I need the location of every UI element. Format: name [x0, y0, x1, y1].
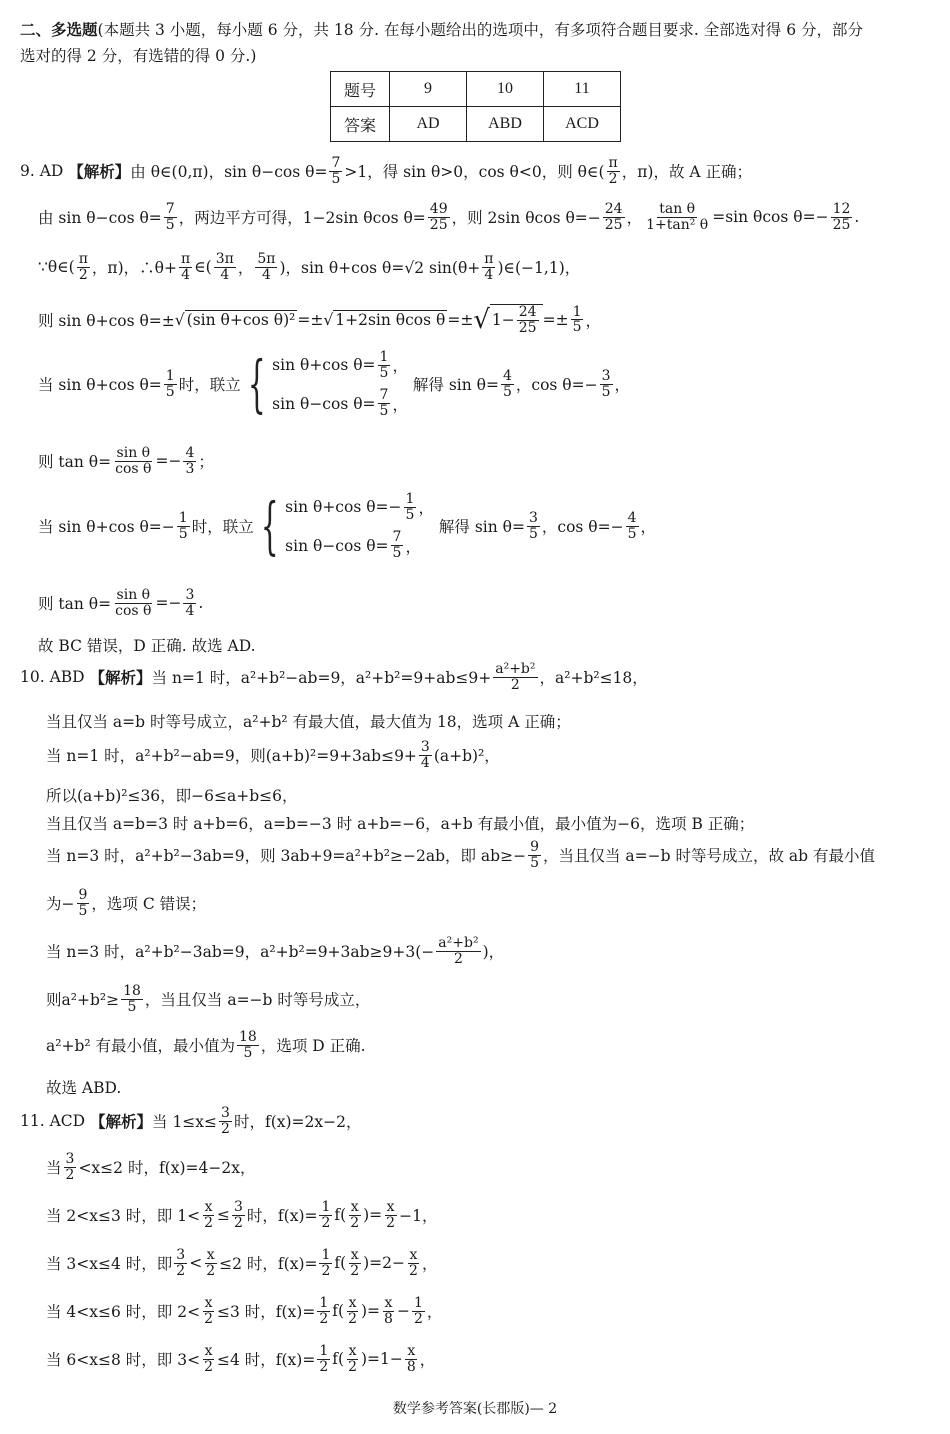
text: ，两边平方可得，1−2sin θcos θ= — [178, 209, 426, 228]
sqrt-content: 1− $\frac{24}{25}$ — [490, 304, 543, 335]
sqrt-sign: √ — [473, 304, 490, 335]
section-intro-line2: 选对的得 2 分，有选错的得 0 分.) — [20, 47, 257, 65]
q10-conclusion: 故选 ABD. — [46, 1079, 122, 1097]
text: ， — [614, 376, 631, 395]
q10-line9 — [46, 984, 370, 1014]
table-cell: ACD — [544, 107, 621, 142]
fraction: $\frac{\text{a²+b²}}{2}$ — [495, 661, 536, 693]
text: 当 n=3 时，a²+b²−3ab=9，a²+b²=9+3ab≥9+3(− — [46, 943, 435, 962]
fraction: $\frac{x}{2}$ — [350, 1199, 360, 1231]
page-footer: 数学参考答案(长郡版)— 2 — [392, 1401, 558, 1417]
fraction: $\frac{12}{25}$ — [832, 201, 851, 233]
q11-line4 — [46, 1248, 437, 1278]
fraction: $\frac{7}{5}$ — [392, 529, 402, 562]
section-intro-line1 — [20, 18, 863, 40]
q10-line1 — [20, 662, 648, 692]
text: 为− — [46, 895, 75, 914]
q9-line2 — [38, 202, 859, 232]
q10-line2: 当且仅当 a=b 时等号成立，a²+b² 有最大值，最大值为 18，选项 A 正确； — [46, 713, 571, 731]
text: )，sin θ+cos θ=√2 sin(θ+ — [279, 259, 481, 278]
analysis-tag: 【解析】 — [90, 1112, 153, 1132]
sqrt-content: (sin θ+cos θ)² — [186, 311, 296, 330]
text: 由 sin θ−cos θ= — [38, 209, 162, 228]
fraction: $\frac{\pi}{2}$ — [78, 251, 88, 283]
table-row — [331, 107, 621, 142]
fraction: $\frac{4}{3}$ — [185, 445, 195, 477]
fraction: $\frac{\text{tan θ}}{\text{1+tan² θ}}$ — [646, 201, 709, 233]
q9-line7 — [38, 489, 657, 563]
fraction: $\frac{5\pi}{4}$ — [257, 251, 276, 283]
fraction: $\frac{9}{5}$ — [530, 839, 539, 871]
text: 当 n=1 时，a²+b²−ab=9，则(a+b)²=9+3ab≤9+ — [46, 747, 417, 766]
fraction: $\frac{1}{5}$ — [165, 368, 175, 400]
q10-line4: 所以(a+b)²≤36，即−6≤a+b≤6， — [46, 787, 298, 805]
text: ，选项 C 错误； — [91, 895, 207, 914]
fraction: $\frac{\text{sin θ}}{\text{cos θ}}$ — [115, 587, 152, 619]
text: 当 n=3 时，a²+b²−3ab=9，则 3ab+9=a²+b²≥−2ab，即 ab≥− — [46, 847, 527, 866]
text: f( — [332, 1350, 345, 1369]
fraction: $\frac{24}{25}$ — [518, 304, 537, 336]
text: =− — [155, 594, 182, 613]
text: ，a²+b²≤18， — [539, 669, 648, 688]
q9-number: 9. AD — [20, 162, 64, 181]
q9-line8 — [38, 588, 203, 618]
text: 则 tan θ= — [38, 453, 112, 472]
text: )= — [360, 1302, 381, 1321]
fraction: $\frac{3}{2}$ — [221, 1105, 230, 1137]
equation-system: { sin θ+cos θ=− $\frac{1}{5}$ ， sin θ−cos θ= $\frac{7}{5}$ ， — [260, 489, 434, 563]
text: =− — [155, 452, 182, 471]
table-cell: 10 — [467, 72, 544, 107]
text: 时，联立 — [178, 376, 241, 395]
fraction: $\frac{1}{5}$ — [178, 510, 188, 542]
text: ， — [640, 518, 657, 537]
fraction: $\frac{x}{8}$ — [406, 1343, 416, 1375]
fraction: $\frac{1}{5}$ — [405, 491, 415, 523]
text: ≤4 时，f(x)= — [217, 1351, 316, 1370]
table-row — [331, 72, 621, 107]
text: 则 tan θ= — [38, 595, 112, 614]
fraction: $\frac{3}{2}$ — [176, 1247, 186, 1279]
sqrt-sign: √ — [174, 310, 185, 329]
q9-line5 — [38, 347, 631, 421]
sqrt-content: 1+2sin θcos θ — [335, 311, 446, 330]
fraction: $\frac{7}{5}$ — [379, 387, 389, 420]
text: 当 sin θ+cos θ= — [38, 376, 162, 395]
text: =sin θcos θ=− — [712, 208, 829, 227]
fraction: $\frac{3}{5}$ — [528, 510, 538, 542]
text: 由 θ∈(0,π)，sin θ−cos θ= — [130, 163, 328, 182]
text: ，选项 D 正确. — [260, 1037, 366, 1056]
text: ∵θ∈( — [38, 258, 75, 277]
text: f( — [334, 1206, 347, 1225]
q9-line3 — [38, 252, 580, 282]
text: ，π)，故 A 正确； — [621, 163, 753, 182]
text: ， — [626, 209, 643, 228]
text: −1， — [399, 1207, 438, 1226]
fraction: $\frac{1}{5}$ — [379, 349, 389, 381]
text: f( — [334, 1254, 347, 1273]
fraction: $\frac{18}{5}$ — [123, 983, 141, 1015]
text: ≤ — [217, 1206, 230, 1225]
q11-line3 — [46, 1200, 437, 1230]
text: >1，得 sin θ>0，cos θ<0，则 θ∈( — [344, 163, 605, 182]
brace: { — [260, 489, 279, 563]
section-desc1: (本题共 3 小题，每小题 6 分，共 18 分. 在每小题给出的选项中，有多项符合题目要求. 全部选对得 6 分，部分 — [97, 21, 863, 39]
fraction: $\frac{1}{5}$ — [572, 303, 582, 336]
q10-line8 — [46, 936, 504, 966]
q11-number: 11. ACD — [20, 1112, 86, 1131]
text: ∈( — [194, 258, 212, 277]
table-header-number: 题号 — [331, 72, 390, 107]
text: ， — [419, 1351, 436, 1370]
q10-number: 10. ABD — [20, 668, 85, 687]
text: =± — [297, 310, 324, 329]
text: 则a²+b²≥ — [46, 991, 120, 1010]
fraction: $\frac{1}{2}$ — [413, 1295, 423, 1327]
fraction: $\frac{x}{2}$ — [204, 1295, 213, 1327]
text: 当 sin θ+cos θ=− — [38, 518, 175, 537]
fraction: $\frac{x}{8}$ — [384, 1295, 393, 1327]
q11-line1 — [20, 1106, 361, 1136]
fraction: $\frac{49}{25}$ — [429, 201, 448, 233]
fraction: $\frac{x}{2}$ — [350, 1247, 360, 1279]
fraction: $\frac{x}{2}$ — [206, 1247, 216, 1279]
fraction: $\frac{3\pi}{4}$ — [215, 251, 234, 283]
fraction: $\frac{3}{2}$ — [234, 1199, 243, 1231]
text: )=2− — [363, 1254, 406, 1273]
text: 时，f(x)=2x−2， — [233, 1113, 362, 1132]
text: a²+b² 有最小值，最小值为 — [46, 1037, 236, 1056]
text: 当 2<x≤3 时，即 1< — [46, 1207, 201, 1226]
text: . — [854, 208, 860, 227]
table-header-answer: 答案 — [331, 107, 390, 142]
text: ，则 2sin θcos θ=− — [451, 209, 601, 228]
analysis-tag: 【解析】 — [89, 668, 152, 688]
text: 当 4<x≤6 时，即 2< — [46, 1303, 201, 1322]
text: ，当且仅当 a=−b 时等号成立， — [144, 991, 371, 1010]
text: ≤2 时，f(x)= — [219, 1255, 318, 1274]
text: ≤3 时，f(x)= — [217, 1303, 316, 1322]
text: =± — [542, 310, 569, 329]
q11-line6 — [46, 1344, 435, 1374]
fraction: $\frac{7}{5}$ — [165, 201, 175, 233]
text: ， — [237, 259, 254, 278]
brace: { — [247, 347, 266, 421]
text: ，cos θ=− — [541, 518, 624, 537]
analysis-tag: 【解析】 — [68, 162, 131, 182]
q9-line6 — [38, 446, 214, 476]
fraction: $\frac{1}{2}$ — [321, 1247, 331, 1279]
text: 当 6<x≤8 时，即 3< — [46, 1351, 201, 1370]
text: ； — [198, 453, 214, 472]
table-cell: 9 — [390, 72, 467, 107]
fraction: $\frac{\pi}{2}$ — [608, 155, 618, 187]
text: ， — [426, 1303, 443, 1322]
section-title: 二、多选题 — [20, 20, 98, 39]
fraction: $\frac{\text{a²+b²}}{2}$ — [438, 935, 479, 967]
fraction: $\frac{4}{5}$ — [502, 368, 512, 400]
q9-line1 — [20, 156, 752, 186]
fraction: $\frac{x}{2}$ — [386, 1199, 396, 1231]
text: − — [396, 1302, 410, 1321]
table-cell: 11 — [544, 72, 621, 107]
fraction: $\frac{1}{2}$ — [321, 1199, 331, 1231]
fraction: $\frac{24}{25}$ — [604, 201, 623, 233]
text: ，cos θ=− — [515, 376, 598, 395]
q9-line4 — [38, 304, 601, 335]
fraction: $\frac{1}{2}$ — [319, 1343, 329, 1375]
text: )=1− — [360, 1350, 403, 1369]
text: (a+b)²， — [433, 747, 500, 766]
text: )= — [363, 1206, 383, 1225]
fraction: $\frac{3}{4}$ — [420, 739, 430, 771]
fraction: $\frac{x}{2}$ — [204, 1343, 213, 1375]
q10-line6 — [46, 840, 875, 870]
text: < — [189, 1254, 203, 1273]
fraction: $\frac{\pi}{4}$ — [484, 251, 494, 283]
text: 解得 sin θ= — [412, 376, 499, 395]
text: ，当且仅当 a=−b 时等号成立，故 ab 有最小值 — [542, 847, 875, 866]
q10-line7 — [46, 888, 206, 918]
text: 时，f(x)= — [246, 1207, 318, 1226]
fraction: $\frac{x}{2}$ — [409, 1247, 418, 1279]
answer-table — [330, 71, 621, 142]
text: 当 3<x≤4 时，即 — [46, 1255, 173, 1274]
text: 时，联立 — [191, 518, 254, 537]
text: f( — [332, 1302, 345, 1321]
q11-line2 — [46, 1152, 255, 1182]
fraction: $\frac{9}{5}$ — [78, 887, 88, 919]
text: )∈(−1,1)， — [497, 259, 581, 278]
q10-line10 — [46, 1030, 366, 1060]
fraction: $\frac{x}{2}$ — [348, 1295, 357, 1327]
table-cell: ABD — [467, 107, 544, 142]
fraction: $\frac{4}{5}$ — [627, 510, 637, 542]
q9-conclusion: 故 BC 错误，D 正确. 故选 AD. — [38, 637, 256, 655]
fraction: $\frac{3}{2}$ — [65, 1151, 75, 1183]
fraction: $\frac{7}{5}$ — [331, 155, 341, 187]
q10-line5: 当且仅当 a=b=3 时 a+b=6，a=b=−3 时 a+b=−6，a+b 有最小值，最小值为−6，选项 B 正确； — [46, 815, 755, 833]
fraction: $\frac{1}{2}$ — [319, 1295, 329, 1327]
fraction: $\frac{3}{5}$ — [601, 368, 611, 400]
text: 当 — [46, 1159, 62, 1178]
q11-line5 — [46, 1296, 442, 1326]
text: 则 sin θ+cos θ=± — [38, 311, 175, 330]
text: ，π)，∴θ+ — [91, 259, 177, 278]
text: )， — [482, 943, 505, 962]
sqrt-sign: √ — [323, 310, 334, 329]
fraction: $\frac{x}{2}$ — [204, 1199, 213, 1231]
text: 解得 sin θ= — [438, 518, 525, 537]
fraction: $\frac{x}{2}$ — [348, 1343, 357, 1375]
text: <x≤2 时，f(x)=4−2x， — [78, 1159, 256, 1178]
text: ， — [421, 1255, 438, 1274]
equation-system: { sin θ+cos θ= $\frac{1}{5}$ ， sin θ−cos θ= $\frac{7}{5}$ ， — [247, 347, 408, 421]
table-cell: AD — [390, 107, 467, 142]
fraction: $\frac{\text{sin θ}}{\text{cos θ}}$ — [115, 445, 152, 477]
fraction: $\frac{\pi}{4}$ — [180, 251, 191, 283]
text: 当 1≤x≤ — [152, 1113, 218, 1132]
q10-line3 — [46, 740, 500, 770]
text: 当 n=1 时，a²+b²−ab=9，a²+b²=9+ab≤9+ — [151, 669, 492, 688]
text: =± — [447, 310, 474, 329]
fraction: $\frac{3}{4}$ — [185, 587, 195, 619]
fraction: $\frac{18}{5}$ — [239, 1029, 257, 1061]
text: ， — [585, 311, 601, 330]
text: . — [198, 594, 204, 613]
